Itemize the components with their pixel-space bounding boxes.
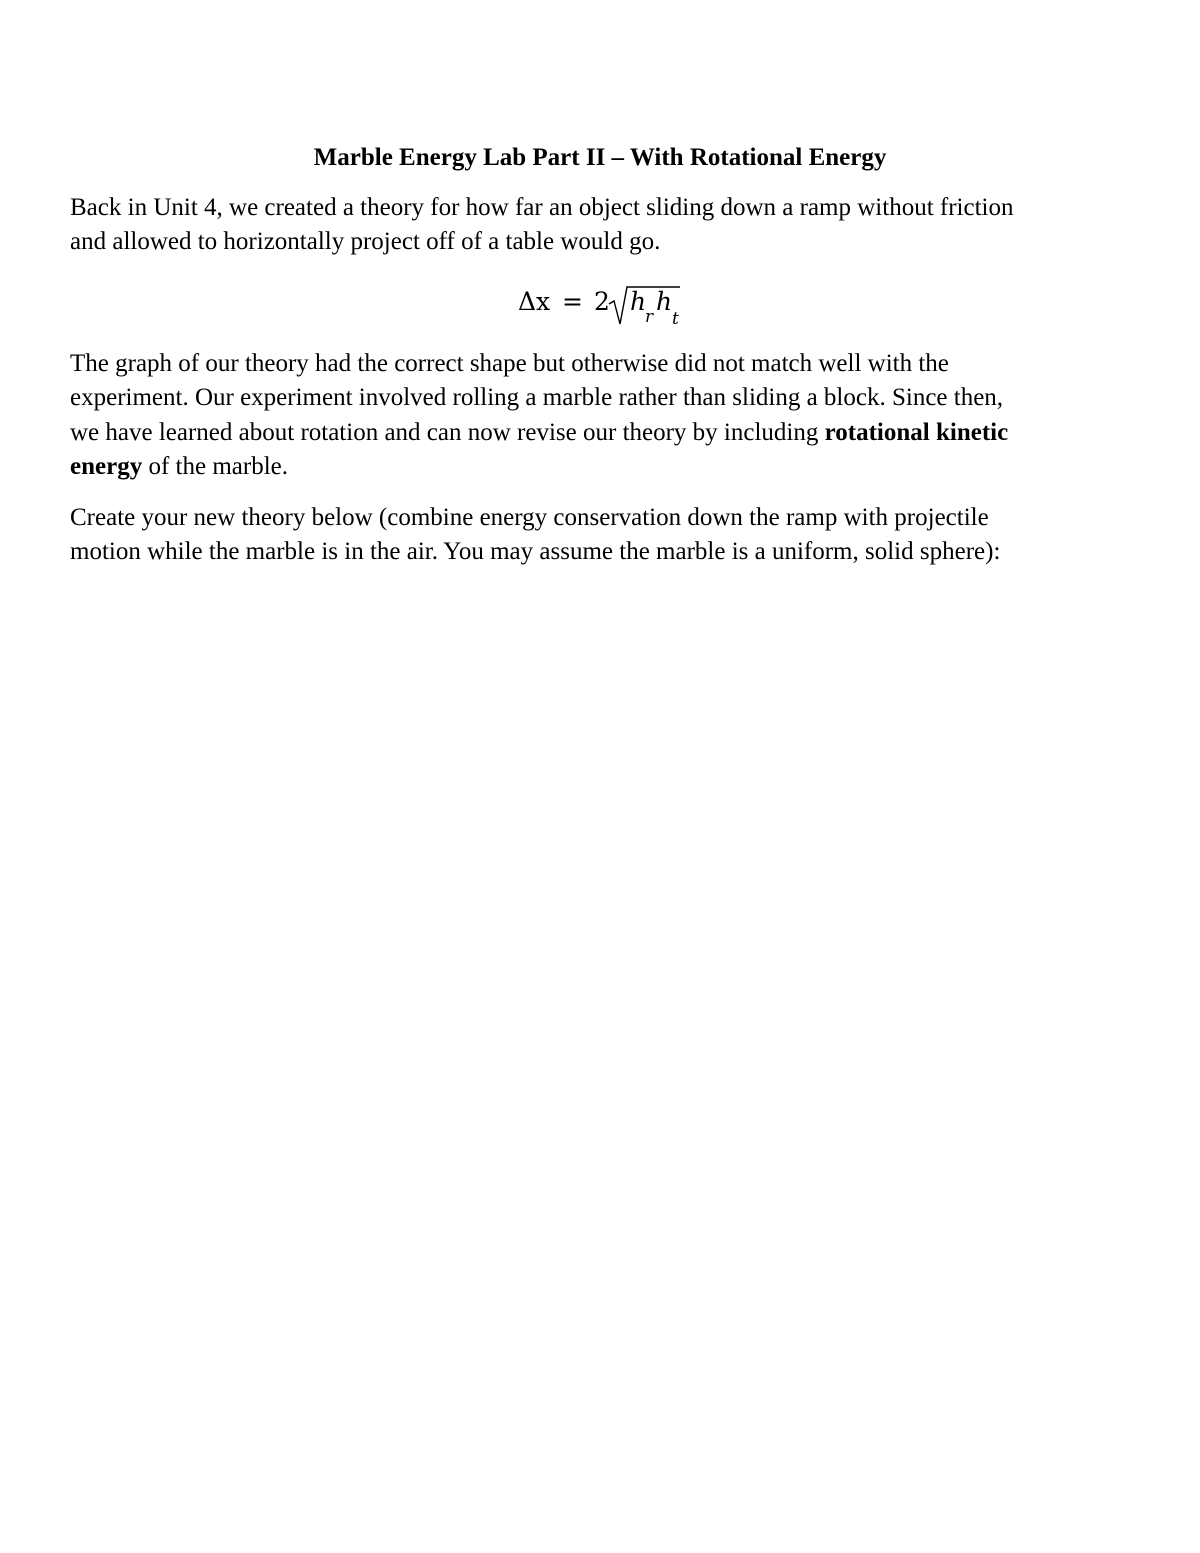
comparison-paragraph [70, 347, 1130, 484]
equation-equals: = [562, 287, 583, 316]
instructions-paragraph [70, 501, 1130, 570]
instructions-line-1: Create your new theory below (combine energy conservation down the ramp with projectile [70, 504, 989, 531]
comparison-line-4-text: of the marble. [142, 452, 288, 480]
intro-line-1: Back in Unit 4, we created a theory for how far an object sliding down a ramp without friction [70, 194, 1014, 221]
rotational-kinetic-bold: rotational kinetic [824, 418, 1009, 446]
equation-var-h-r: h [630, 287, 647, 316]
document-title: Marble Energy Lab Part II – With Rotational Energy [313, 144, 887, 171]
comparison-line-3-text: we have learned about rotation and can now revise our theory by including [70, 418, 825, 446]
comparison-line-3 [70, 416, 1130, 450]
equation-sub-r: r [645, 307, 654, 327]
instructions-line-2: motion while the marble is in the air. You may assume the marble is a uniform, solid sphere): [70, 538, 1001, 566]
equation-sub-t: t [672, 309, 679, 329]
comparison-line-2: experiment. Our experiment involved rolling a marble rather than sliding a block. Since then, [70, 384, 1004, 412]
intro-line-2: and allowed to horizontally project off of a table would go. [70, 228, 661, 256]
comparison-line-4 [70, 450, 1130, 484]
comparison-line-1: The graph of our theory had the correct shape but otherwise did not match well with the [70, 350, 949, 377]
range-equation-svg [510, 282, 710, 330]
equation-coefficient: 2 [594, 287, 610, 316]
equation-var-h-t: h [656, 287, 673, 316]
energy-bold: energy [70, 452, 143, 480]
range-equation [510, 282, 710, 330]
intro-paragraph [70, 191, 1130, 260]
equation-lhs: Δx [518, 287, 551, 316]
